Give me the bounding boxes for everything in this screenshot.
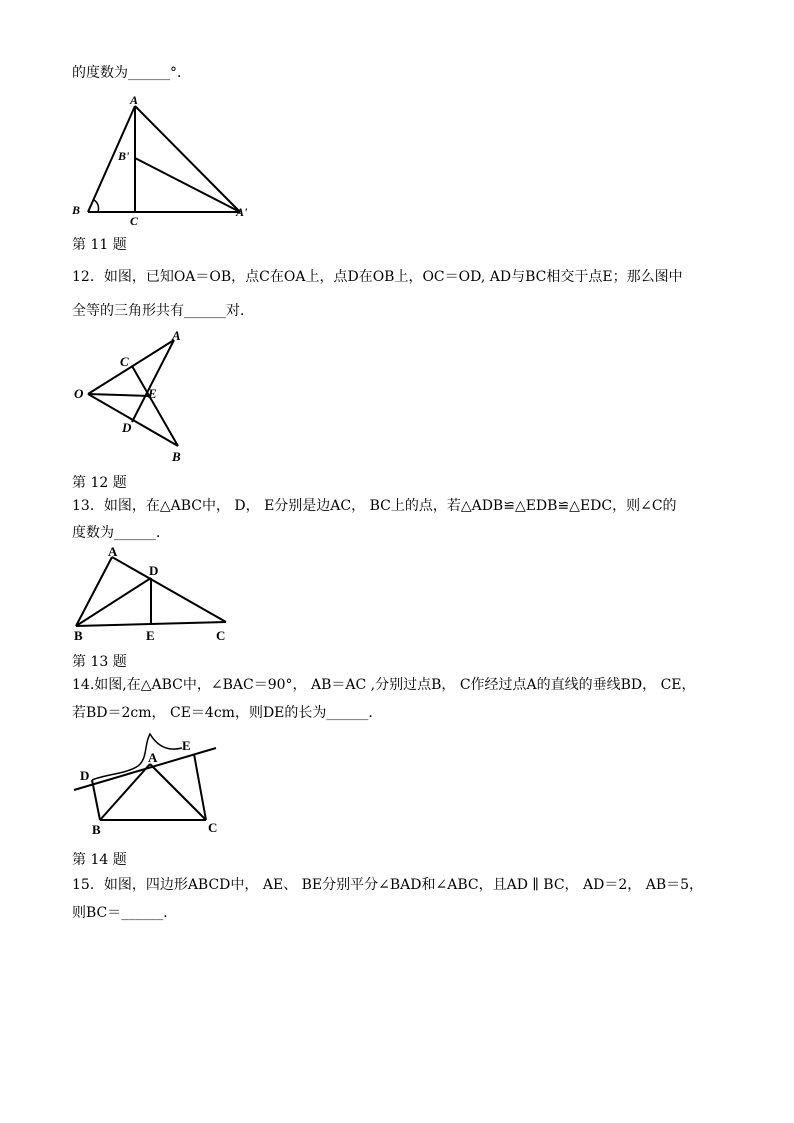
q12-line-1: 12．如图，已知OA＝OB，点C在OA上，点D在OB上，OC＝OD, AD与BC相交于点E；那么图中 xyxy=(72,269,683,285)
fig12-label-A: A xyxy=(172,328,181,343)
fig14-label-D: D xyxy=(80,768,90,783)
q14-caption: 第 14 题 xyxy=(72,852,127,868)
fig12-label-D: D xyxy=(122,420,132,435)
fig12-label-B: B xyxy=(172,449,181,464)
fig11-label-B-prime: B' xyxy=(118,149,130,163)
fig11-label-C: C xyxy=(130,214,139,228)
fig11-label-A-prime: A' xyxy=(236,205,248,219)
figure-13 xyxy=(66,540,236,648)
q13-line-2: 度数为______． xyxy=(72,525,170,541)
fig14-label-B: B xyxy=(92,822,101,837)
q12-caption: 第 12 题 xyxy=(72,475,127,491)
figure-14 xyxy=(66,730,226,840)
q15-line-2: 则BC＝______． xyxy=(72,905,178,921)
figure-12 xyxy=(66,326,206,466)
fig12-label-E: E xyxy=(148,386,157,401)
fig12-label-C: C xyxy=(120,354,129,369)
fig14-label-A: A xyxy=(148,750,158,765)
figure-11 xyxy=(66,88,266,228)
fig11-label-A: A xyxy=(130,93,139,107)
fig13-label-C: C xyxy=(216,628,226,643)
fig14-label-E: E xyxy=(182,738,191,753)
fig12-label-O: O xyxy=(74,386,84,401)
q13-line-1: 13．如图，在△ABC中， D， E分别是边AC， BC上的点，若△ADB≌△EDB≌△EDC，则∠C的 xyxy=(72,498,677,514)
fig13-label-D: D xyxy=(149,563,159,578)
fig13-label-B: B xyxy=(74,628,83,643)
q14-line-1: 14.如图,在△ABC中，∠BAC＝90°， AB＝AC ,分别过点B， C作经过点A的直线的垂线BD， CE， xyxy=(72,677,696,693)
q12-line-2: 全等的三角形共有______对． xyxy=(72,303,254,319)
fig13-label-E: E xyxy=(146,628,155,643)
q11-tail-text: 的度数为______°． xyxy=(72,65,191,81)
q11-caption: 第 11 题 xyxy=(72,237,127,253)
fig11-label-B: B xyxy=(72,203,81,217)
q13-caption: 第 13 题 xyxy=(72,654,127,670)
q14-line-2: 若BD＝2cm， CE＝4cm，则DE的长为______． xyxy=(72,705,383,721)
q15-line-1: 15．如图，四边形ABCD中， AE、 BE分别平分∠BAD和∠ABC，且AD ∥ BC， AD＝2， AB＝5， xyxy=(72,877,704,893)
fig13-label-A: A xyxy=(108,544,118,559)
fig14-label-C: C xyxy=(208,820,218,835)
